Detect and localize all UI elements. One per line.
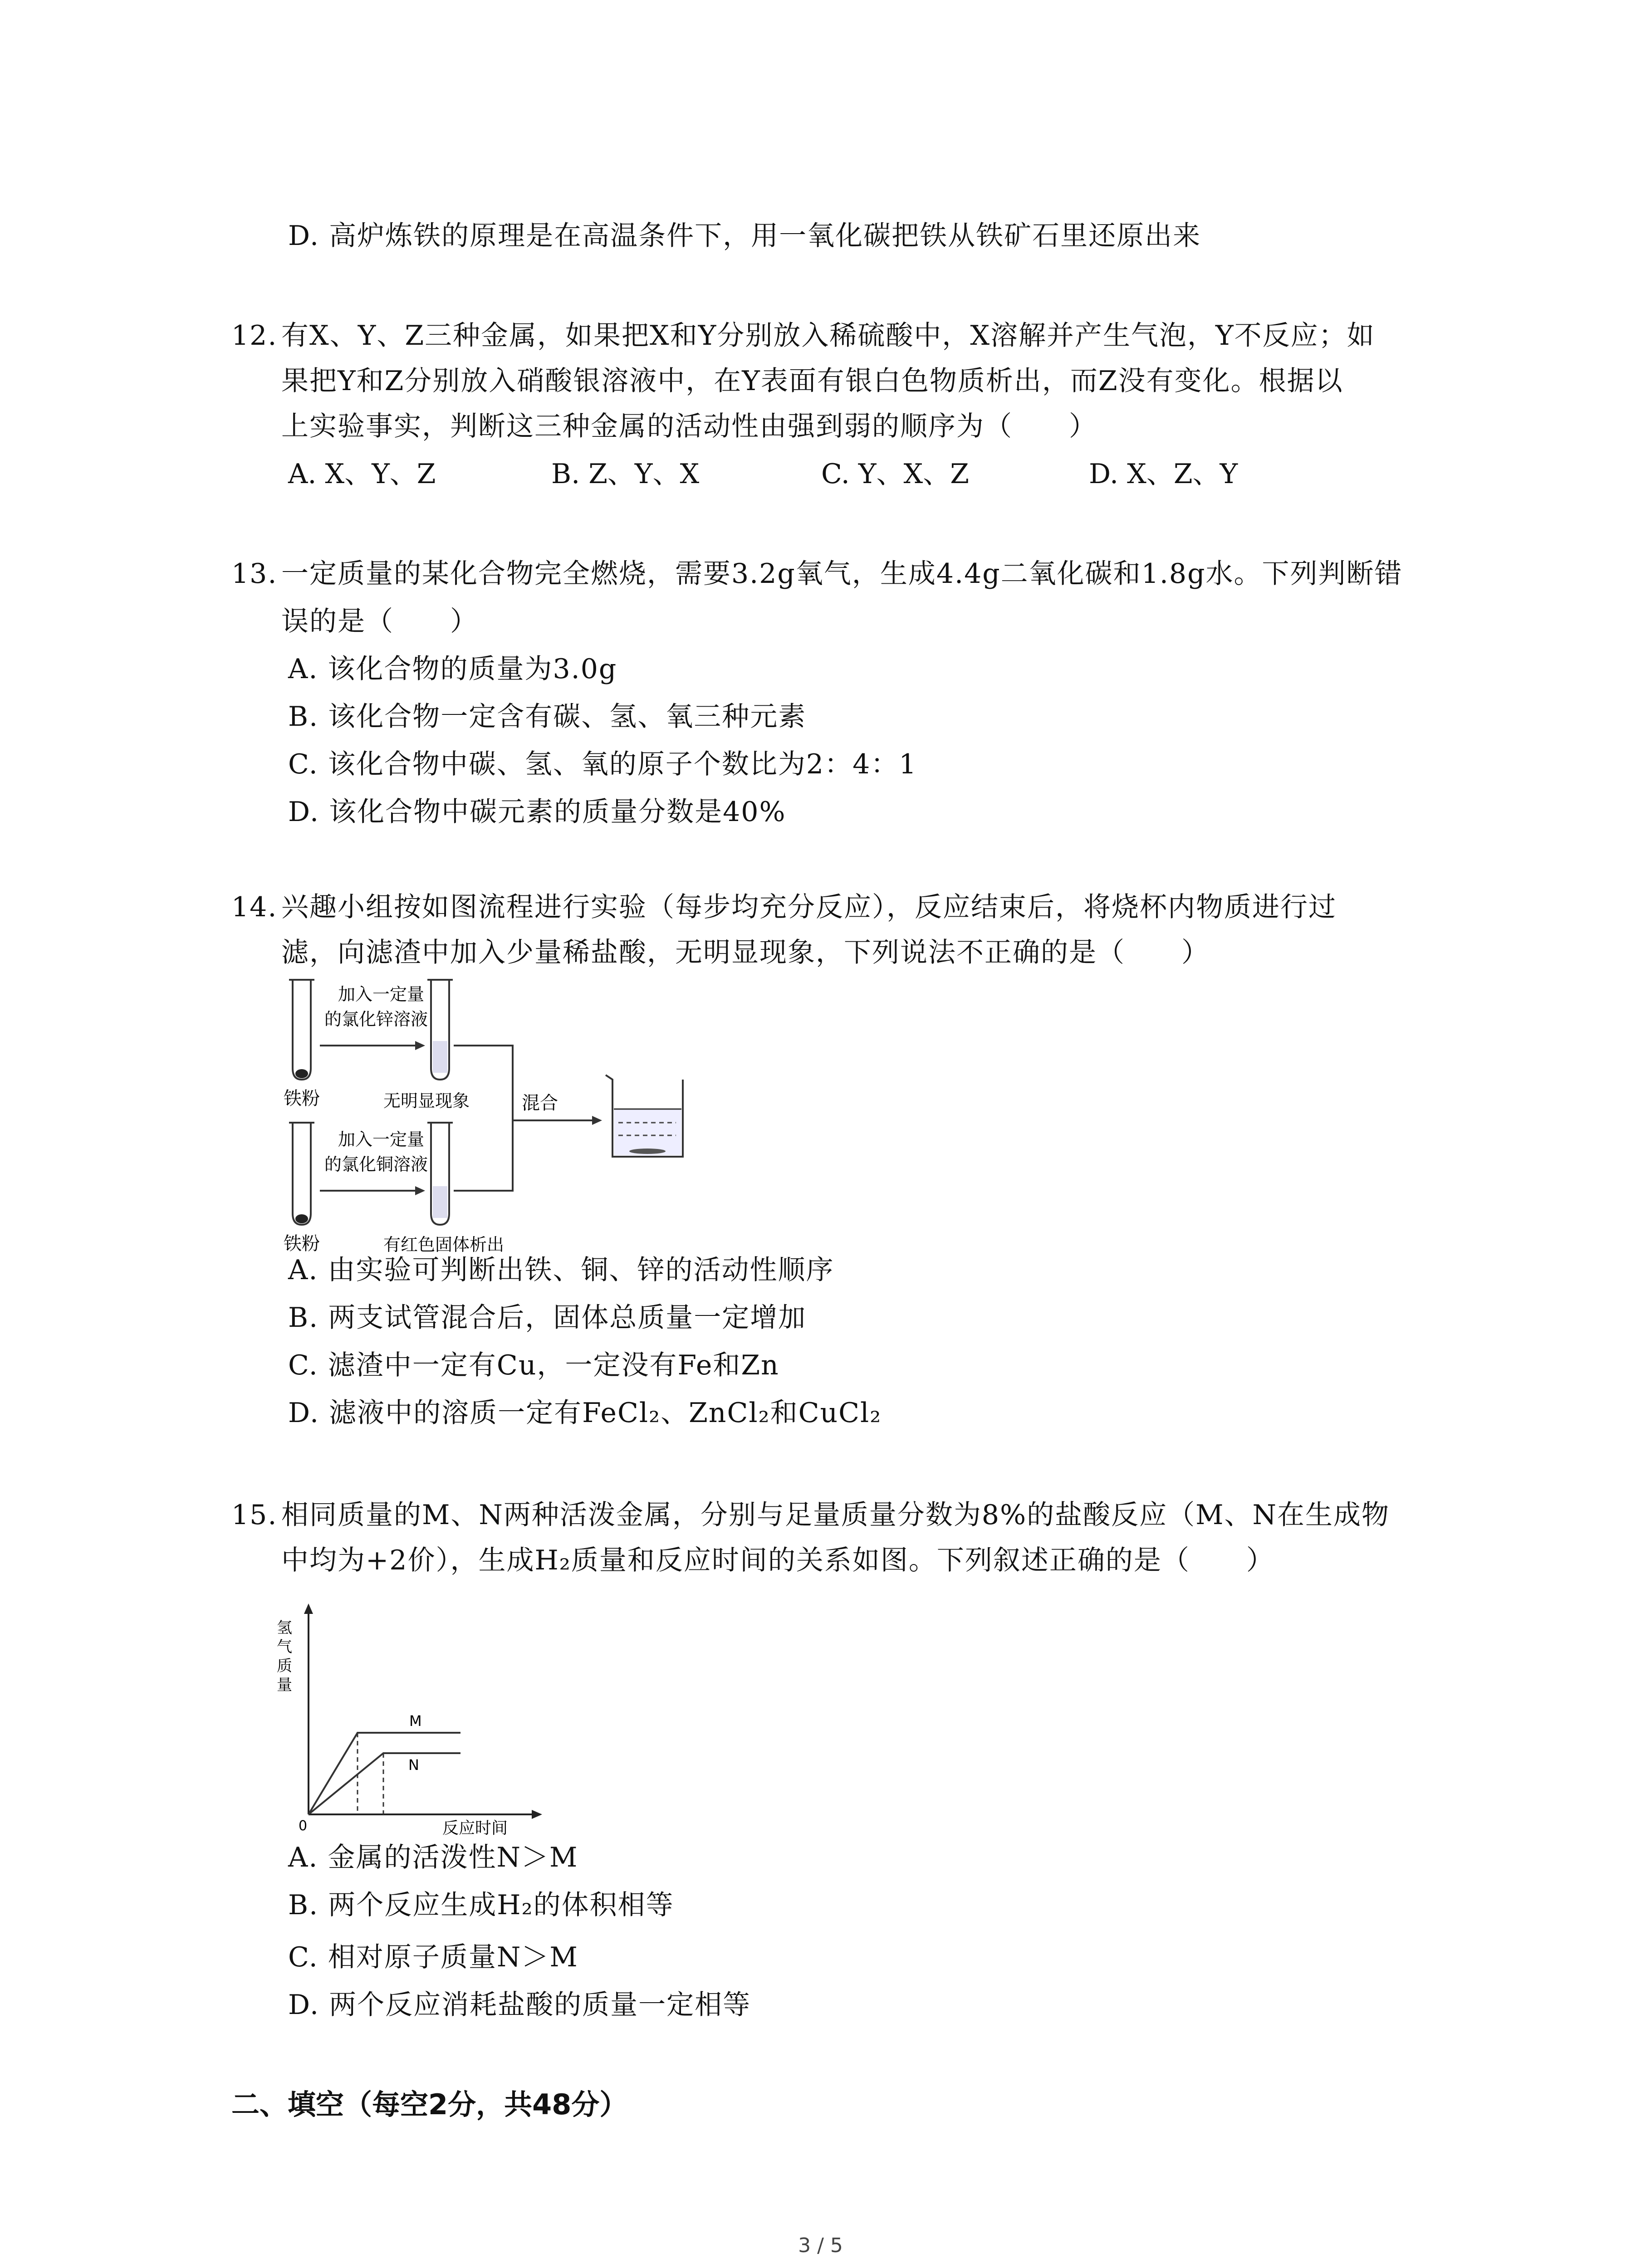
q14-flow-figure [279,973,715,1254]
q15-line-2: 中均为+2价），生成H₂质量和反应时间的关系如图。下列叙述正确的是（ ） [281,1545,1274,1576]
q14-number: 14. [231,891,278,923]
q13-line-1: 一定质量的某化合物完全燃烧，需要3.2g氧气，生成4.4g二氧化碳和1.8g水。下列判断错 [281,558,1403,590]
q12-line-2: 果把Y和Z分别放入硝酸银溶液中，在Y表面有银白色物质析出，而Z没有变化。根据以 [281,365,1343,397]
origin-label: 0 [299,1818,308,1834]
q12-line-1: 有X、Y、Z三种金属，如果把X和Y分别放入稀硫酸中，X溶解并产生气泡，Y不反应；如 [281,320,1375,352]
q15-number: 15. [231,1499,278,1531]
q14-option-c: C. 滤渣中一定有Cu，一定没有Fe和Zn [288,1349,779,1381]
y-axis-arrow [304,1603,313,1614]
beaker-icon [606,1075,683,1157]
y-label-char-2: 气 [277,1638,292,1656]
section-2-title: 二、填空（每空2分，共48分） [231,2088,628,2121]
x-axis-label: 反应时间 [442,1819,508,1837]
top-add-label-2: 的氯化锌溶液 [324,1009,428,1029]
series-m-line [309,1733,460,1814]
q15-option-a: A. 金属的活泼性N＞M [288,1842,578,1873]
q12-line-3: 上实验事实，判断这三种金属的活动性由强到弱的顺序为（ ） [281,411,1097,442]
q13-option-b: B. 该化合物一定含有碳、氢、氧三种元素 [288,701,807,733]
q15-line-1: 相同质量的M、N两种活泼金属，分别与足量质量分数为8%的盐酸反应（M、N在生成物 [281,1499,1390,1531]
top-tube-liquid [433,1041,447,1073]
q12-option-b: B. Z、Y、X [551,458,700,490]
x-axis-arrow [532,1810,542,1819]
top-result-label: 无明显现象 [383,1091,470,1111]
q14-option-a: A. 由实验可判断出铁、铜、锌的活动性顺序 [288,1254,834,1286]
q12-option-c: C. Y、X、Z [821,458,969,490]
q12-option-d: D. X、Z、Y [1089,458,1238,490]
bottom-add-label-2: 的氯化铜溶液 [324,1154,428,1174]
q13-number: 13. [231,558,278,590]
bottom-result-label: 有红色固体析出 [383,1235,505,1254]
q15-hydrogen-graph [272,1601,554,1837]
mix-label: 混合 [522,1093,558,1114]
bottom-add-label-1: 加入一定量 [338,1129,425,1149]
q14-option-d: D. 滤液中的溶质一定有FeCl₂、ZnCl₂和CuCl₂ [288,1397,882,1429]
q13-option-c: C. 该化合物中碳、氢、氧的原子个数比为2：4：1 [288,748,917,780]
y-label-char-1: 氢 [277,1619,292,1637]
q12-number: 12. [231,320,278,352]
top-arrow-head [415,1041,425,1050]
q15-option-b: B. 两个反应生成H₂的体积相等 [288,1889,674,1921]
q11-option-d: D. 高炉炼铁的原理是在高温条件下，用一氧化碳把铁从铁矿石里还原出来 [288,220,1201,252]
q15-option-d: D. 两个反应消耗盐酸的质量一定相等 [288,1989,751,2021]
top-test-tube-left [289,980,314,1080]
iron-powder-top [295,1069,308,1078]
q14-line-2: 滤，向滤渣中加入少量稀盐酸，无明显现象，下列说法不正确的是（ ） [281,937,1210,968]
bottom-arrow-head [415,1186,425,1195]
y-label-char-3: 质 [277,1657,292,1675]
bottom-left-label: 铁粉 [284,1233,320,1254]
q13-line-2: 误的是（ ） [281,606,478,637]
merge-bracket [454,1046,513,1191]
series-n-label: N [408,1756,419,1774]
q13-option-d: D. 该化合物中碳元素的质量分数是40% [288,796,786,828]
series-m-label: M [409,1712,422,1730]
bottom-test-tube-left [289,1123,314,1225]
top-add-label-1: 加入一定量 [338,984,425,1004]
q13-option-a: A. 该化合物的质量为3.0g [288,653,617,685]
q14-line-1: 兴趣小组按如图流程进行实验（每步均充分反应），反应结束后，将烧杯内物质进行过 [281,891,1337,923]
mix-arrow-head [592,1116,602,1125]
page-number: 3 / 5 [798,2234,843,2257]
iron-powder-bottom [295,1214,308,1223]
series-n-line [309,1753,460,1814]
q14-option-b: B. 两支试管混合后，固体总质量一定增加 [288,1302,807,1334]
bottom-tube-liquid [433,1186,447,1218]
q12-option-a: A. X、Y、Z [288,458,436,490]
y-label-char-4: 量 [277,1676,292,1694]
q15-option-c: C. 相对原子质量N＞M [288,1941,578,1973]
top-left-label: 铁粉 [284,1088,320,1109]
